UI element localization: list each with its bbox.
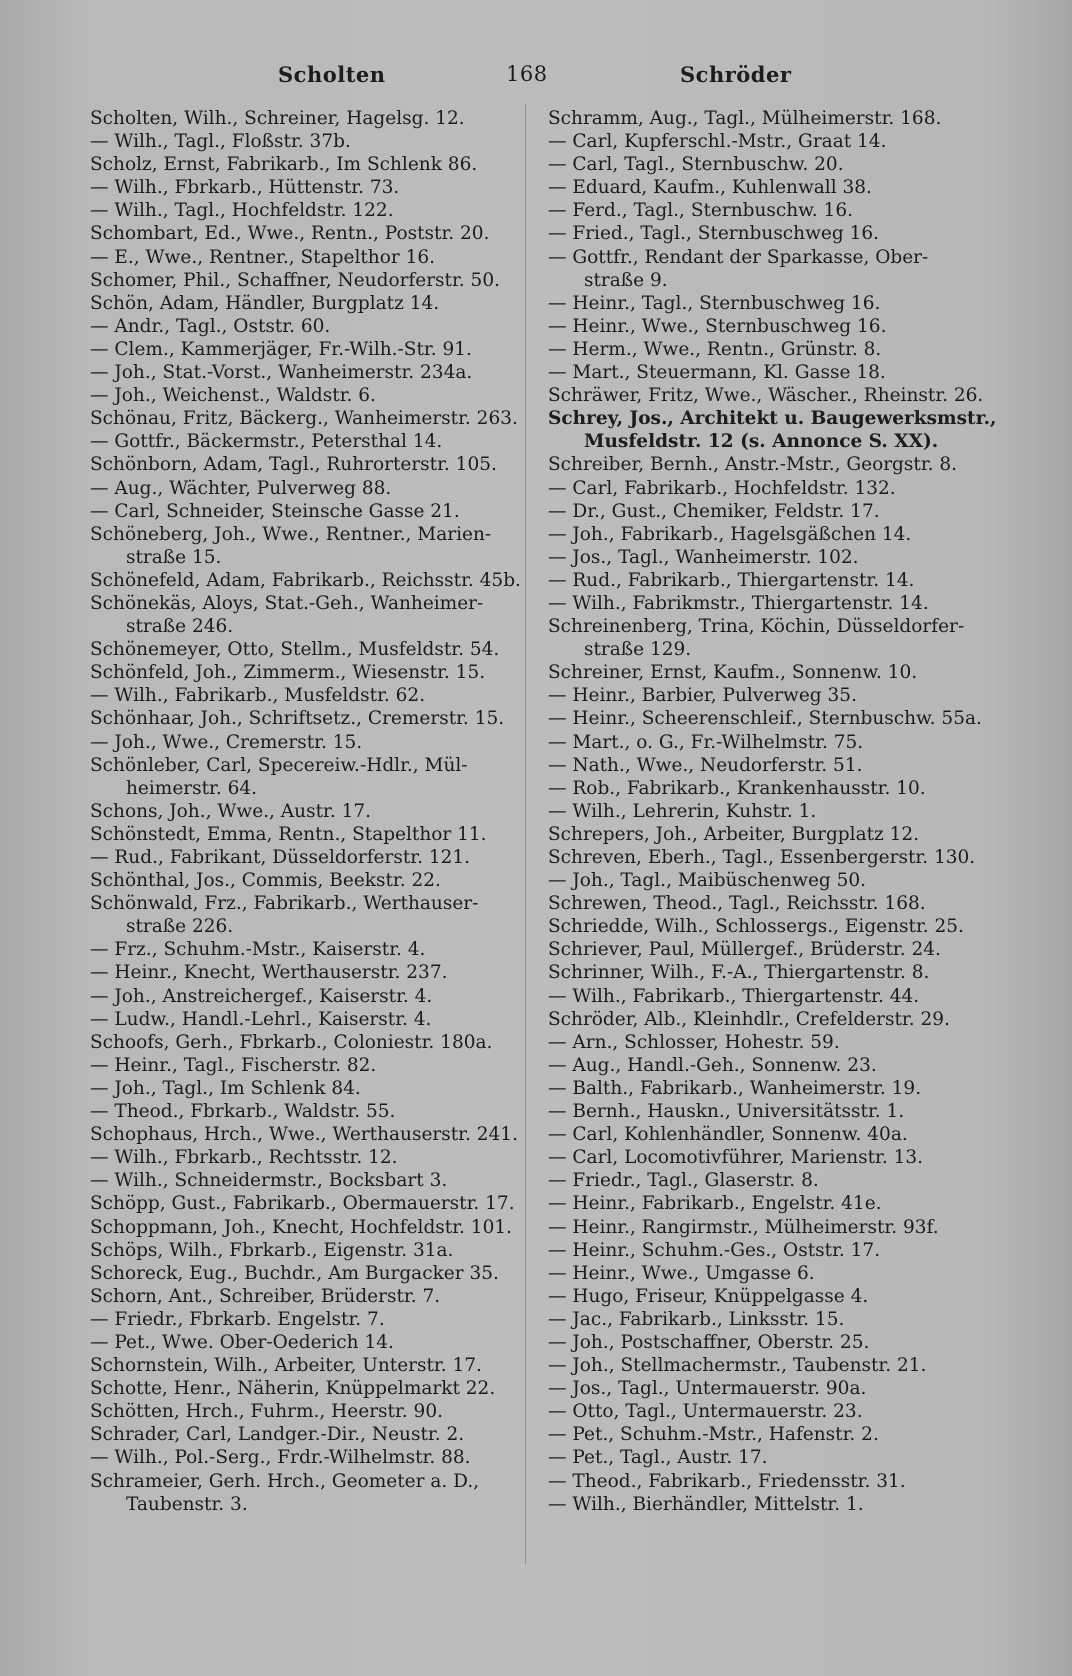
directory-entry-continuation: straße 129.: [584, 639, 692, 661]
directory-entry: Schönborn, Adam, Tagl., Ruhrorterstr. 105.: [90, 454, 497, 476]
directory-entry: — Wilh., Fbrkarb., Rechtsstr. 12.: [90, 1147, 398, 1169]
directory-entry: — Aug., Handl.-Geh., Sonnenw. 23.: [548, 1054, 877, 1076]
directory-entry: — Mart., Steuermann, Kl. Gasse 18.: [548, 362, 886, 384]
directory-entry: — Pet., Schuhm.-Mstr., Hafenstr. 2.: [548, 1424, 879, 1446]
header-left-word: Scholten: [278, 62, 386, 87]
directory-entry: — Heinr., Wwe., Sternbuschweg 16.: [548, 315, 887, 337]
directory-entry: Schräwer, Fritz, Wwe., Wäscher., Rheinstr. 26.: [548, 385, 984, 407]
directory-entry: — Heinr., Schuhm.-Ges., Oststr. 17.: [548, 1239, 881, 1261]
column-divider: [525, 104, 526, 1564]
directory-entry: — Carl, Locomotivführer, Marienstr. 13.: [548, 1147, 924, 1169]
directory-entry: — Carl, Kupferschl.-Mstr., Graat 14.: [548, 131, 887, 153]
directory-entry: — Joh., Wwe., Cremerstr. 15.: [90, 731, 363, 753]
directory-entry: — Heinr., Fabrikarb., Engelstr. 41e.: [548, 1193, 882, 1215]
directory-entry: — Carl, Schneider, Steinsche Gasse 21.: [90, 500, 460, 522]
page-header: [88, 62, 988, 94]
directory-entry: — Pet., Wwe. Ober-Oederich 14.: [90, 1331, 394, 1353]
directory-entry: — E., Wwe., Rentner., Stapelthor 16.: [90, 246, 435, 268]
directory-entry: Schombart, Ed., Wwe., Rentn., Poststr. 20.: [90, 223, 490, 245]
directory-entry: Schramm, Aug., Tagl., Mülheimerstr. 168.: [548, 108, 942, 129]
directory-entry: — Wilh., Bierhändler, Mittelstr. 1.: [548, 1493, 864, 1515]
directory-entry-continuation: straße 15.: [126, 546, 222, 568]
directory-entry: — Joh., Fabrikarb., Hagelsgäßchen 14.: [548, 523, 912, 545]
directory-entry-continuation: Musfeldstr. 12 (s. Annonce S. XX).: [584, 431, 939, 453]
directory-entry: — Carl, Tagl., Sternbuschw. 20.: [548, 154, 844, 176]
directory-entry: Schöps, Wilh., Fbrkarb., Eigenstr. 31a.: [90, 1239, 454, 1261]
directory-entry: Schrepers, Joh., Arbeiter, Burgplatz 12.: [548, 823, 920, 845]
directory-entry: — Gottfr., Rendant der Sparkasse, Ober-: [548, 246, 929, 268]
directory-entry: — Andr., Tagl., Oststr. 60.: [90, 315, 331, 337]
directory-entry: — Heinr., Tagl., Sternbuschweg 16.: [548, 292, 881, 314]
directory-entry: — Mart., o. G., Fr.-Wilhelmstr. 75.: [548, 731, 864, 753]
directory-entry: Schönemeyer, Otto, Stellm., Musfeldstr. 54.: [90, 639, 500, 661]
directory-entry: — Wilh., Pol.-Serg., Frdr.-Wilhelmstr. 88.: [90, 1447, 471, 1469]
directory-entry: Schrameier, Gerh. Hrch., Geometer a. D.,: [90, 1470, 480, 1492]
directory-entry: — Balth., Fabrikarb., Wanheimerstr. 19.: [548, 1077, 922, 1099]
directory-entry: — Jos., Tagl., Wanheimerstr. 102.: [548, 546, 859, 568]
header-right-word: Schröder: [680, 62, 792, 87]
directory-entry: — Pet., Tagl., Austr. 17.: [548, 1447, 768, 1469]
directory-entry: Schönefeld, Adam, Fabrikarb., Reichsstr. 45b.: [90, 569, 521, 591]
directory-entry: — Joh., Stat.-Vorst., Wanheimerstr. 234a.: [90, 362, 473, 384]
directory-entry: — Joh., Anstreichergef., Kaiserstr. 4.: [90, 985, 433, 1007]
directory-entry: Schornstein, Wilh., Arbeiter, Unterstr. 17.: [90, 1355, 482, 1377]
directory-entry: — Friedr., Tagl., Glaserstr. 8.: [548, 1170, 819, 1192]
directory-entry: — Eduard, Kaufm., Kuhlenwall 38.: [548, 177, 872, 199]
directory-entry: — Joh., Weichenst., Waldstr. 6.: [90, 385, 376, 407]
page-number: 168: [506, 62, 548, 86]
directory-entry-continuation: straße 246.: [126, 616, 234, 638]
directory-entry: Schoppmann, Joh., Knecht, Hochfeldstr. 101.: [90, 1216, 512, 1238]
directory-entry: — Wilh., Fabrikarb., Musfeldstr. 62.: [90, 685, 426, 707]
directory-entry: — Fried., Tagl., Sternbuschweg 16.: [548, 223, 880, 245]
directory-entry: Schomer, Phil., Schaffner, Neudorferstr. 50.: [90, 269, 500, 291]
directory-entry: Schöpp, Gust., Fabrikarb., Obermauerstr. 17.: [90, 1193, 515, 1215]
directory-entry: — Clem., Kammerjäger, Fr.-Wilh.-Str. 91.: [90, 338, 472, 360]
directory-entry: — Wilh., Fabrikmstr., Thiergartenstr. 14.: [548, 592, 929, 614]
directory-entry: Schriever, Paul, Müllergef., Brüderstr. 24.: [548, 939, 941, 961]
directory-entry: — Wilh., Fbrkarb., Hüttenstr. 73.: [90, 177, 400, 199]
directory-entry: — Rud., Fabrikant, Düsseldorferstr. 121.: [90, 847, 471, 868]
directory-entry: Schreven, Eberh., Tagl., Essenbergerstr. 130.: [548, 847, 976, 868]
directory-entry-continuation: straße 9.: [584, 269, 668, 291]
directory-entry: — Joh., Stellmachermstr., Taubenstr. 21.: [548, 1355, 927, 1377]
directory-entry: — Heinr., Knecht, Werthauserstr. 237.: [90, 962, 448, 984]
directory-entry: — Wilh., Tagl., Hochfeldstr. 122.: [90, 200, 394, 222]
directory-entry-continuation: straße 226.: [126, 916, 234, 938]
directory-entry: Schorn, Ant., Schreiber, Brüderstr. 7.: [90, 1285, 441, 1307]
directory-entry: — Carl, Kohlenhändler, Sonnenw. 40a.: [548, 1124, 908, 1146]
directory-entry: — Nath., Wwe., Neudorferstr. 51.: [548, 754, 863, 776]
directory-entry: Schrader, Carl, Landger.-Dir., Neustr. 2.: [90, 1424, 465, 1446]
directory-entry: Schreinenberg, Trina, Köchin, Düsseldorfer-: [548, 616, 965, 638]
directory-entry: — Rob., Fabrikarb., Krankenhausstr. 10.: [548, 777, 926, 799]
directory-entry: — Theod., Fabrikarb., Friedensstr. 31.: [548, 1470, 906, 1492]
directory-entry: — Arn., Schlosser, Hohestr. 59.: [548, 1031, 840, 1053]
directory-entry: — Jos., Tagl., Untermauerstr. 90a.: [548, 1378, 867, 1400]
directory-entry: — Joh., Postschaffner, Oberstr. 25.: [548, 1331, 870, 1353]
left-column: [90, 107, 522, 1516]
directory-entry: — Heinr., Barbier, Pulverweg 35.: [548, 685, 857, 707]
directory-entry: — Wilh., Lehrerin, Kuhstr. 1.: [548, 800, 817, 822]
directory-entry: Schöneberg, Joh., Wwe., Rentner., Marien-: [90, 523, 492, 545]
directory-entry: — Friedr., Fbrkarb. Engelstr. 7.: [90, 1308, 385, 1330]
directory-entry: Schreiner, Ernst, Kaufm., Sonnenw. 10.: [548, 662, 918, 684]
directory-entry: — Carl, Fabrikarb., Hochfeldstr. 132.: [548, 477, 896, 499]
directory-entry: Schönhaar, Joh., Schriftsetz., Cremerstr. 15.: [90, 708, 505, 730]
directory-entry: — Ferd., Tagl., Sternbuschw. 16.: [548, 200, 853, 222]
directory-entry: Schoofs, Gerh., Fbrkarb., Coloniestr. 180a.: [90, 1031, 493, 1053]
directory-entry: Schrinner, Wilh., F.-A., Thiergartenstr. 8.: [548, 962, 930, 984]
directory-entry: — Joh., Tagl., Maibüschenweg 50.: [548, 870, 867, 892]
directory-entry: Schönthal, Jos., Commis, Beekstr. 22.: [90, 870, 441, 892]
directory-entry: — Dr., Gust., Chemiker, Feldstr. 17.: [548, 500, 880, 522]
directory-entry: — Heinr., Scheerenschleif., Sternbuschw. 55a.: [548, 708, 982, 730]
directory-entry: Schröder, Alb., Kleinhdlr., Crefelderstr. 29.: [548, 1008, 950, 1030]
directory-entry: Schönfeld, Joh., Zimmerm., Wiesenstr. 15.: [90, 662, 486, 684]
directory-entry: — Ludw., Handl.-Lehrl., Kaiserstr. 4.: [90, 1008, 432, 1030]
directory-entry: — Joh., Tagl., Im Schlenk 84.: [90, 1077, 361, 1099]
directory-entry-continuation: heimerstr. 64.: [126, 777, 258, 799]
directory-entry: — Hugo, Friseur, Knüppelgasse 4.: [548, 1285, 869, 1307]
directory-entry-continuation: Taubenstr. 3.: [126, 1493, 248, 1515]
directory-entry: Schrewen, Theod., Tagl., Reichsstr. 168.: [548, 893, 926, 915]
directory-entry: Schön, Adam, Händler, Burgplatz 14.: [90, 292, 440, 314]
directory-entry: Schönau, Fritz, Bäckerg., Wanheimerstr. 263.: [90, 408, 518, 430]
directory-entry: Scholz, Ernst, Fabrikarb., Im Schlenk 86.: [90, 154, 478, 176]
directory-entry: — Aug., Wächter, Pulverweg 88.: [90, 477, 392, 499]
directory-entry: — Heinr., Wwe., Umgasse 6.: [548, 1262, 815, 1284]
directory-entry: — Herm., Wwe., Rentn., Grünstr. 8.: [548, 338, 882, 360]
directory-entry: — Otto, Tagl., Untermauerstr. 23.: [548, 1401, 863, 1423]
directory-entry: — Rud., Fabrikarb., Thiergartenstr. 14.: [548, 569, 915, 591]
directory-entry: Schons, Joh., Wwe., Austr. 17.: [90, 800, 372, 822]
directory-entry: — Jac., Fabrikarb., Linksstr. 15.: [548, 1308, 845, 1330]
directory-entry: — Gottfr., Bäckermstr., Petersthal 14.: [90, 431, 443, 453]
directory-entry: — Heinr., Rangirmstr., Mülheimerstr. 93f.: [548, 1216, 939, 1238]
directory-entry: Schönwald, Frz., Fabrikarb., Werthauser-: [90, 893, 479, 915]
directory-entry: Schönleber, Carl, Specereiw.-Hdlr., Mül-: [90, 754, 468, 776]
directory-entry: Schoreck, Eug., Buchdr., Am Burgacker 35.: [90, 1262, 499, 1284]
directory-entry: — Wilh., Schneidermstr., Bocksbart 3.: [90, 1170, 448, 1192]
directory-entry: Schophaus, Hrch., Wwe., Werthauserstr. 241.: [90, 1124, 518, 1146]
directory-entry: — Frz., Schuhm.-Mstr., Kaiserstr. 4.: [90, 939, 426, 961]
directory-entry: Schreiber, Bernh., Anstr.-Mstr., Georgstr. 8.: [548, 454, 958, 476]
directory-entry: — Wilh., Tagl., Floßstr. 37b.: [90, 131, 351, 153]
directory-entry: Scholten, Wilh., Schreiner, Hagelsg. 12.: [90, 108, 465, 129]
directory-entry: — Heinr., Tagl., Fischerstr. 82.: [90, 1054, 377, 1076]
directory-entry: — Wilh., Fabrikarb., Thiergartenstr. 44.: [548, 985, 920, 1007]
directory-entry: Schriedde, Wilh., Schlossergs., Eigenstr. 25.: [548, 916, 964, 938]
directory-entry: Schönekäs, Aloys, Stat.-Geh., Wanheimer-: [90, 592, 484, 614]
directory-entry: Schönstedt, Emma, Rentn., Stapelthor 11.: [90, 823, 487, 845]
directory-entry: Schrey, Jos., Architekt u. Baugewerksmstr.,: [548, 408, 997, 430]
directory-entry: — Bernh., Hauskn., Universitätsstr. 1.: [548, 1101, 905, 1123]
directory-entry: Schotte, Henr., Näherin, Knüppelmarkt 22.: [90, 1378, 496, 1400]
right-column: [548, 107, 997, 1516]
directory-entry: Schötten, Hrch., Fuhrm., Heerstr. 90.: [90, 1401, 443, 1423]
directory-entry: — Theod., Fbrkarb., Waldstr. 55.: [90, 1101, 396, 1123]
